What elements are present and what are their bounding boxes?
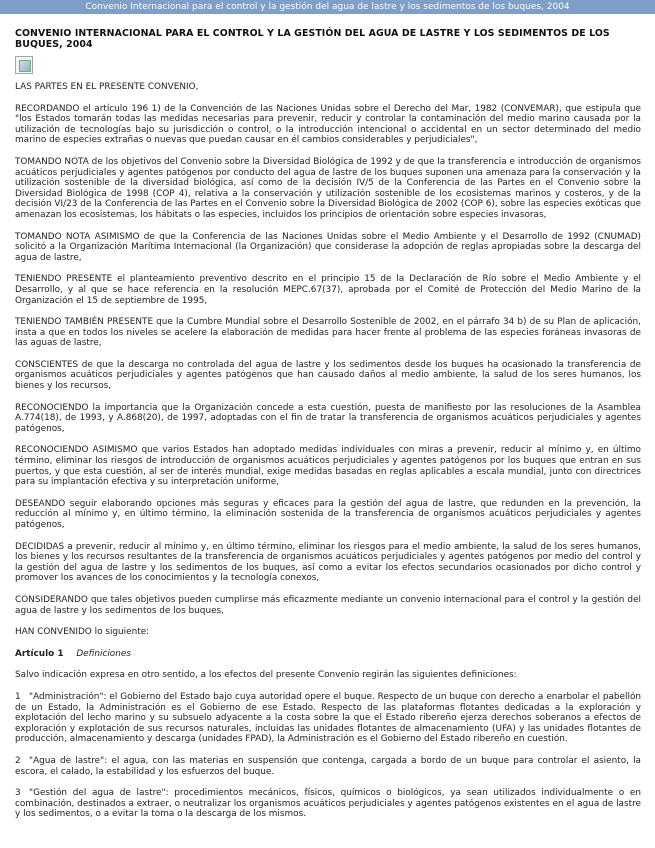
article-subtitle: Definiciones xyxy=(76,648,131,659)
document-body xyxy=(0,14,655,820)
paragraph-reconociendo: RECONOCIENDO la importancia que la Organización concede a esta cuestión, puesta de manifiesto por las resoluciones de la Asamblea A.774(18), de 1993, y A.868(20), de 1997, adoptadas con el fin de tratar la transferencia de organismos acuáticos perjudiciales y agentes patógenos, xyxy=(15,402,641,434)
definition-number: 2 xyxy=(15,755,21,766)
article-label: Artículo 1 xyxy=(15,648,64,659)
paragraph-recordando: RECORDANDO el artículo 196 1) de la Convención de las Naciones Unidas sobre el Derecho del Mar, 1982 (CONVEMAR), que estipula que "los Estados tomarán todas las medidas necesarias para prevenir, reducir y controlar la contaminación del medio marino causada por la utilización de tecnologías bajo su jurisdicción o control, o la introducción intencional o accidental en un sector determinado del medio marino de especies extrañas o nuevas que puedan causar en él cambios considerables y perjudiciales", xyxy=(15,103,641,146)
definition-number: 3 xyxy=(15,788,21,799)
definition-number: 1 xyxy=(15,691,21,702)
paragraph-teniendo-presente: TENIENDO PRESENTE el planteamiento preventivo descrito en el principio 15 de la Declaración de Río sobre el Medio Ambiente y el Desarrollo, y al que se hace referencia en la resolución MEPC.67(37), aprobada por el Comité de Protección del Medio Marino de la Organización el 15 de septiembre de 1995, xyxy=(15,274,641,306)
paragraph-decididas: DECIDIDAS a prevenir, reducir al mínimo y, en último término, eliminar los riesgos para el medio ambiente, la salud de los seres humanos, los bienes y los recursos resultantes de la transferencia de organismos acuáticos perjudiciales y agentes patógenos por medio del control y la gestión del agua de lastre y los sedimentos de los buques, así como a evitar los efectos secundarios ocasionados por dicho control y promover los avances de los conocimientos y la tecnología conexos, xyxy=(15,541,641,584)
article-intro: Salvo indicación expresa en otro sentido, a los efectos del presente Convenio regirán las siguientes definiciones: xyxy=(15,670,517,681)
definition-item xyxy=(15,788,641,820)
paragraph-reconociendo-asimismo: RECONOCIENDO ASIMISMO que varios Estados han adoptado medidas individuales con miras a prevenir, reducir al mínimo y, en último término, eliminar los riesgos de introducción de organismos acuáticos perjudiciales y agentes patógenos por los buques que entran en sus puertos, y que esta cuestión, al ser de interés mundial, exige medidas basadas en reglas aplicables a escala mundial, junto con directrices para su implantación efectiva y su interpretación uniforme, xyxy=(15,445,641,488)
paragraph-tomando-nota-asimismo: TOMANDO NOTA ASIMISMO de que la Conferencia de las Naciones Unidas sobre el Medio Ambiente y el Desarrollo de 1992 (CNUMAD) solicitó a la Organización Marítima Internacional (la Organización) que considerase la adopción de reglas apropiadas sobre la descarga del agua de lastre, xyxy=(15,231,641,263)
paragraph-deseando: DESEANDO seguir elaborando opciones más seguras y eficaces para la gestión del agua de lastre, que redunden en la prevención, la reducción al mínimo y, en último término, la eliminación sostenida de la transferencia de organismos acuáticos perjudiciales y agentes patógenos, xyxy=(15,498,641,530)
document-header-bar xyxy=(0,0,655,14)
paragraph-conscientes: CONSCIENTES de que la descarga no controlada del agua de lastre y los sedimentos desde los buques ha ocasionado la transferencia de organismos acuáticos perjudiciales y agentes patógenos que han causado daños al medio ambiente, la salud de los seres humanos, los bienes y los recursos, xyxy=(15,359,641,392)
paragraph-han-convenido: HAN CONVENIDO lo siguiente: xyxy=(15,627,150,638)
paragraph-tomando-nota: TOMANDO NOTA de los objetivos del Convenio sobre la Diversidad Biológica de 1992 y de que la transferencia e introducción de organismos acuáticos perjudiciales y agentes patógenos por conducto del agua de lastre de los buques suponen una amenaza para la conservación y la utilización sostenible de la diversidad biológica, así como de la decisión IV/5 de la Conferencia de las Partes en el Convenio sobre la Diversidad Biológica de 1998 (COP 4), relativa a la conservación y utilización sostenible de los ecosistemas marinos y costeros, y de la decisión VI/23 de la Conferencia de las Partes en el Convenio sobre la Diversidad Biológica de 2002 (COP 6), sobre las especies exóticas que amenazan los ecosistemas, los hábitats o las especies, incluidos los principios de orientación sobre especies invasoras, xyxy=(15,156,641,220)
definition-item xyxy=(15,756,641,777)
paragraph-considerando: CONSIDERANDO que tales objetivos pueden cumplirse más eficazmente mediante un convenio internacional para el control y la gestión del agua de lastre y los sedimentos de los buques, xyxy=(15,594,641,616)
document-title: CONVENIO INTERNACIONAL PARA EL CONTROL Y LA GESTIÓN DEL AGUA DE LASTRE Y LOS SEDIMENTOS DE LOS BUQUES, 2004 xyxy=(15,28,610,50)
broken-image-icon xyxy=(15,56,33,74)
definition-text: "Agua de lastre": el agua, con las materias en suspensión que contenga, cargada a bordo de un buque para controlar el asiento, la escora, el calado, la estabilidad y los esfuerzos del buque. xyxy=(15,755,641,777)
article-heading xyxy=(15,649,641,660)
definition-item xyxy=(15,692,641,745)
definition-text: "Gestión del agua de lastre": procedimientos mecánicos, físicos, químicos o biológicos, ya sean utilizados individualmente o en combinación, destinados a extraer, o neutralizar los organismos acuáticos perjudiciales y agentes patógenos existentes en el agua de lastre y los sedimentos, o a evitar la toma o la descarga de los mismos. xyxy=(15,788,641,820)
paragraph-parties: LAS PARTES EN EL PRESENTE CONVENIO, xyxy=(15,82,199,92)
header-bar-text: Convenio Internacional para el control y la gestión del agua de lastre y los sedimentos de los buques, 2004 xyxy=(85,2,570,12)
definition-text: "Administración": el Gobierno del Estado bajo cuya autoridad opere el buque. Respecto de un buque con derecho a enarbolar el pabellón de un Estado, la Administración es el Gobierno de ese Estado. Respecto de las plataformas flotantes dedicadas a la exploración y explotación del lecho marino y su subsuelo adyacente a la costa sobre la que el Estado ribereño ejerza derechos soberanos a efectos de exploración y explotación de sus recursos naturales, incluidas las unidades flotantes de almacenamiento (UFA) y las unidades flotantes de producción, almacenamiento y descarga (unidades FPAD), la Administración es el Gobierno del Estado ribereño en cuestión. xyxy=(15,691,641,745)
paragraph-teniendo-tambien: TENIENDO TAMBIÉN PRESENTE que la Cumbre Mundial sobre el Desarrollo Sostenible de 2002, en el párrafo 34 b) de su Plan de aplicación, insta a que en todos los niveles se acelere la elaboración de medidas para hacer frente al problema de las especies foráneas invasoras de las aguas de lastre, xyxy=(15,317,641,349)
